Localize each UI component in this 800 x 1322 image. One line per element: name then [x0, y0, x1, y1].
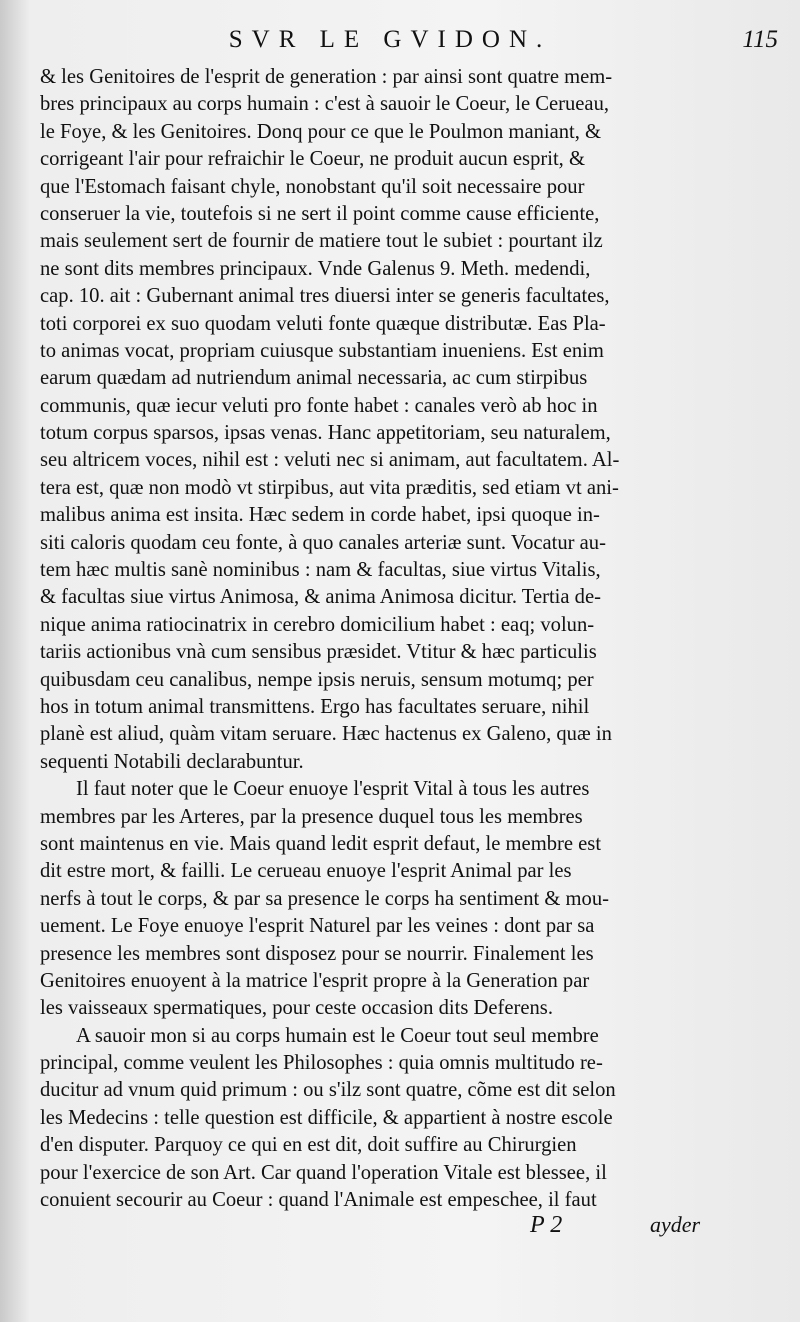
- text-line: dit estre mort, & failli. Le cerueau enuoye l'esprit Animal par les: [40, 860, 572, 883]
- text-line: tera est, quæ non modò vt stirpibus, aut vita præditis, sed etiam vt ani-: [40, 476, 619, 499]
- text-line: Genitoires enuoyent à la matrice l'esprit propre à la Generation par: [40, 969, 590, 992]
- text-line: le Foye, & les Genitoires. Donq pour ce que le Poulmon maniant, &: [40, 120, 602, 143]
- text-line: corrigeant l'air pour refraichir le Coeur, ne produit aucun esprit, &: [40, 148, 585, 171]
- text-line: & les Genitoires de l'esprit de generation : par ainsi sont quatre mem-: [40, 66, 613, 88]
- text-line: tariis actionibus vnà cum sensibus præsidet. Vtitur & hæc particulis: [40, 641, 597, 664]
- page-number: 115: [742, 26, 778, 53]
- text-line: principal, comme veulent les Philosophes : quia omnis multitudo re-: [40, 1052, 603, 1075]
- text-line: A sauoir mon si au corps humain est le Coeur tout seul membre: [76, 1024, 599, 1047]
- text-line: malibus anima est insita. Hæc sedem in corde habet, ipsi quoque in-: [40, 504, 600, 527]
- text-line: conuient secourir au Coeur : quand l'Animale est empeschee, il faut: [40, 1189, 597, 1212]
- text-line: hos in totum animal transmittens. Ergo has facultates seruare, nihil: [40, 695, 590, 718]
- text-line: seu altricem voces, nihil est : veluti nec si animam, aut facultatem. Al-: [40, 449, 620, 472]
- running-title: SVR LE GVIDON.: [228, 26, 552, 53]
- catchword: ayder: [650, 1212, 701, 1237]
- text-line: pour l'exercice de son Art. Car quand l'operation Vitale est blessee, il: [40, 1161, 607, 1184]
- text-line: membres par les Arteres, par la presence duquel tous les membres: [40, 805, 583, 828]
- running-head: [0, 22, 800, 58]
- text-line: nerfs à tout le corps, & par sa presence le corps ha sentiment & mou-: [40, 887, 610, 910]
- text-line: totum corpus sparsos, ipsas venas. Hanc appetitoriam, seu naturalem,: [40, 422, 611, 445]
- text-line: cap. 10. ait : Gubernant animal tres diuersi inter se generis facultates,: [40, 285, 610, 308]
- text-line: conseruer la vie, toutefois si ne sert il point comme cause efficiente,: [40, 202, 600, 225]
- text-line: d'en disputer. Parquoy ce qui en est dit, doit suffire au Chirurgien: [40, 1134, 577, 1157]
- text-line: Il faut noter que le Coeur enuoye l'esprit Vital à tous les autres: [76, 778, 590, 801]
- text-line: uement. Le Foye enuoye l'esprit Naturel par les veines : dont par sa: [40, 915, 595, 938]
- text-line: presence les membres sont disposez pour se nourrir. Finalement les: [40, 942, 594, 965]
- text-line: quibusdam ceu canalibus, nempe ipsis neruis, sensum motumq; per: [40, 668, 594, 691]
- body-text: [40, 64, 685, 1214]
- text-line: planè est aliud, quàm vitam seruare. Hæc hactenus ex Galeno, quæ in: [40, 723, 612, 746]
- text-line: que l'Estomach faisant chyle, nonobstant qu'il soit necessaire pour: [40, 175, 585, 198]
- text-line: nique anima ratiocinatrix in cerebro domicilium habet : eaq; volun-: [40, 613, 595, 636]
- signature-mark: P 2: [530, 1212, 563, 1238]
- text-line: & facultas siue virtus Animosa, & anima Animosa dicitur. Tertia de-: [40, 586, 601, 609]
- text-line: bres principaux au corps humain : c'est à sauoir le Coeur, le Cerueau,: [40, 93, 610, 116]
- text-line: ne sont dits membres principaux. Vnde Galenus 9. Meth. medendi,: [40, 257, 591, 280]
- text-line: to animas vocat, propriam cuiusque substantiam inueniens. Est enim: [40, 339, 604, 362]
- text-line: toti corporei ex suo quodam veluti fonte quæque distributæ. Eas Pla-: [40, 312, 606, 335]
- text-line: tem hæc multis sanè nominibus : nam & facultas, siue virtus Vitalis,: [40, 559, 601, 582]
- text-line: les vaisseaux spermatiques, pour ceste occasion dits Deferens.: [40, 997, 553, 1020]
- text-line: siti caloris quodam ceu fonte, à quo canales arteriæ sunt. Vocatur au-: [40, 531, 606, 554]
- text-line: sont maintenus en vie. Mais quand ledit esprit defaut, le membre est: [40, 832, 602, 855]
- text-line: mais seulement sert de fournir de matiere tout le subiet : pourtant ilz: [40, 230, 603, 253]
- text-line: sequenti Notabili declarabuntur.: [40, 750, 304, 773]
- text-line: communis, quæ iecur veluti pro fonte habet : canales verò ab hoc in: [40, 394, 598, 417]
- text-line: les Medecins : telle question est difficile, & appartient à nostre escole: [40, 1106, 613, 1129]
- text-line: ducitur ad vnum quid primum : ou s'ilz sont quatre, cõme est dit selon: [40, 1079, 616, 1102]
- text-line: earum quædam ad nutriendum animal necessaria, ac cum stirpibus: [40, 367, 588, 390]
